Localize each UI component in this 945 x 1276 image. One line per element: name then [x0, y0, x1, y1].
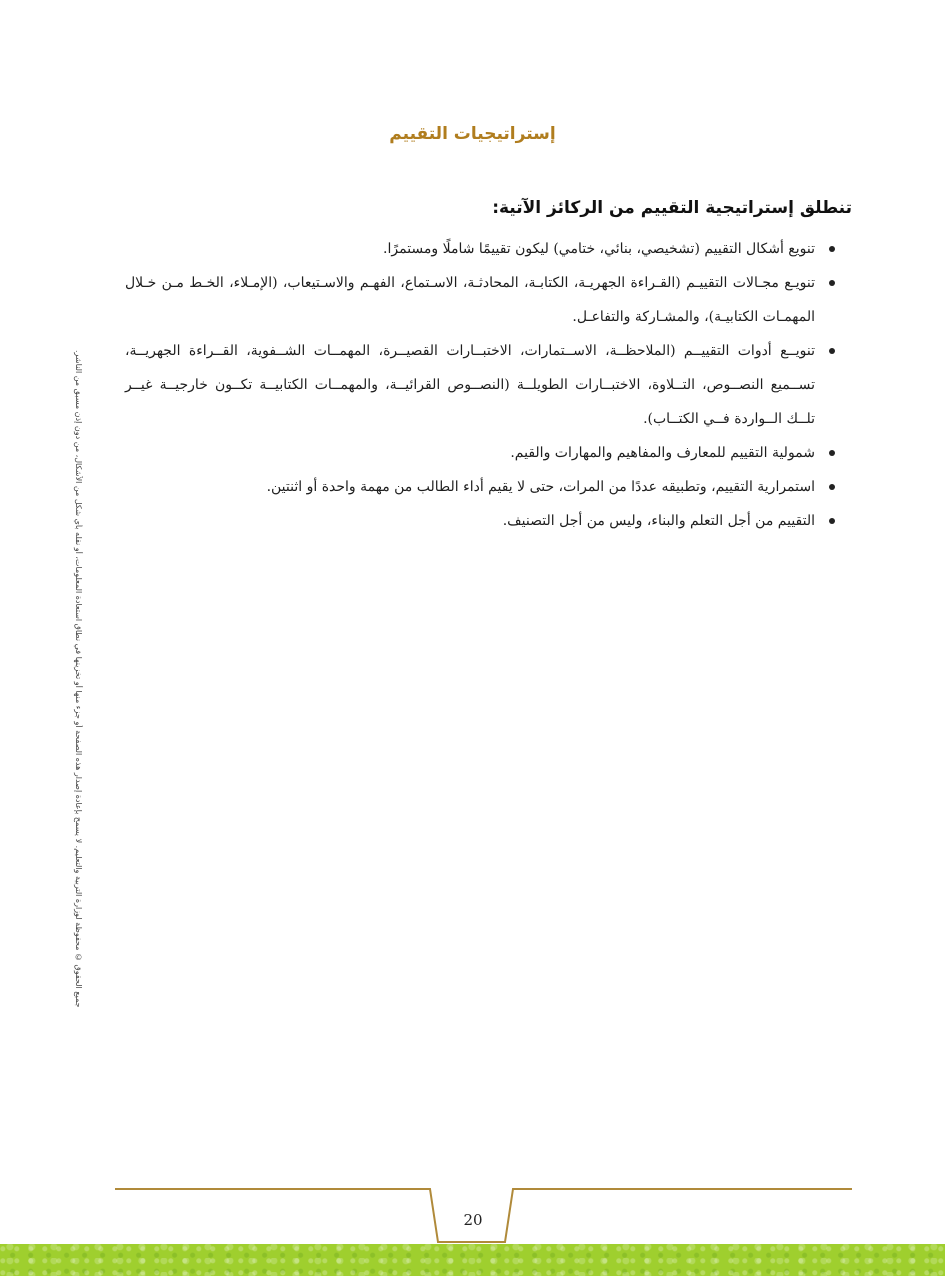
bullet-text: تنويع أشكال التقييم (تشخيصي، بنائي، ختامي) ليكون تقييمًا شاملًا ومستمرًا. [383, 241, 815, 257]
list-item [125, 504, 837, 538]
bullet-icon [829, 484, 835, 490]
list-item [125, 232, 837, 266]
copyright-note: جميع الحقوق © محفوظة لوزارة التربية والتعليم. لا يسمح بإعادة إصدار هذه الصفحة أو جزء منها أو تخزينها في نطاق استعادة المعلومات، أو نقله بأي شكل من الأشكال، من دون إذن مسبق من الناشر. [74, 350, 83, 1008]
list-item [125, 266, 837, 334]
list-item [125, 334, 837, 436]
bullet-icon [829, 518, 835, 524]
bullet-text: تنويـع مجـالات التقييـم (القـراءة الجهريـة، الكتابـة، المحادثـة، الاسـتماع، الفهـم والاسـتيعاب، (الإمـلاء، الخـط مـن خـلال المهمـات الكتابيـة)، والمشـاركة والتفاعـل. [125, 275, 815, 325]
bullet-icon [829, 280, 835, 286]
bullet-icon [829, 450, 835, 456]
section-heading: تنطلق إستراتيجية التقييم من الركائز الآتية: [492, 198, 852, 218]
bullet-text: التقييم من أجل التعلم والبناء، وليس من أجل التصنيف. [502, 513, 815, 529]
bullet-text: تنويــع أدوات التقييــم (الملاحظــة، الاســتمارات، الاختبــارات القصيــرة، المهمــات الشــفوية، القــراءة الجهريــة، تســميع النصــوص، التــلاوة، الاختبــارات الطويلــة (النصــوص القرائيــة، والمهمــات الكتابيــة تكــون خارجيــة غيــر تلــك الــواردة فــي الكتــاب). [125, 343, 815, 427]
bullet-text: شمولية التقييم للمعارف والمفاهيم والمهارات والقيم. [510, 445, 815, 461]
page-title: إستراتيجيات التقييم [389, 124, 556, 144]
list-item [125, 436, 837, 470]
bullet-text: استمرارية التقييم، وتطبيقه عددًا من المرات، حتى لا يقيم أداء الطالب من مهمة واحدة أو اثنتين. [266, 479, 815, 495]
bullet-icon [829, 246, 835, 252]
decorative-footer-band [0, 1244, 945, 1276]
page-number: 20 [463, 1211, 483, 1229]
bullet-icon [829, 348, 835, 354]
bullet-list [125, 232, 837, 538]
list-item [125, 470, 837, 504]
